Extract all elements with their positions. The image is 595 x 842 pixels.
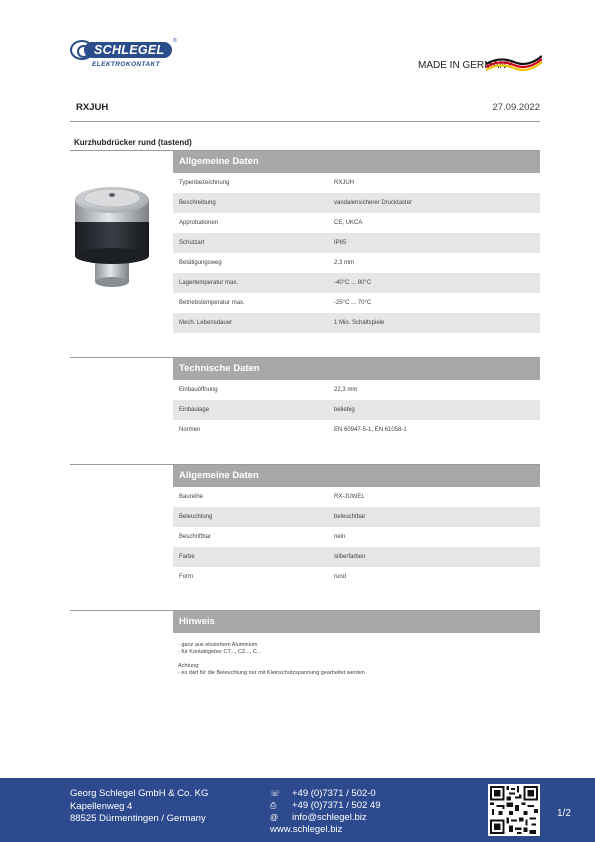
table-row: [173, 380, 540, 400]
table-row: [173, 213, 540, 233]
section-header: Allgemeine Daten: [173, 465, 540, 487]
contact-info: [270, 788, 380, 836]
phone-icon: ☏: [270, 789, 281, 798]
document-date: 27.09.2022: [492, 102, 540, 113]
row-value: 22,3 mm: [334, 387, 358, 393]
qr-code-icon[interactable]: [488, 784, 540, 836]
logo-subline: ELEKTROKONTAKT: [92, 61, 160, 68]
table-row: [173, 420, 540, 440]
row-value: -40°C ... 80°C: [334, 280, 372, 286]
row-label: Schutzart: [179, 240, 205, 246]
table-row: [173, 507, 540, 527]
company-name: Georg Schlegel GmbH & Co. KG: [70, 788, 209, 799]
note-line: Achtung:: [178, 663, 200, 669]
row-label: Approbationen: [179, 220, 219, 226]
row-value: rund: [334, 574, 347, 580]
table-row: [173, 253, 540, 273]
phone-number[interactable]: +49 (0)7371 / 502-0: [292, 788, 376, 799]
page-number: 1/2: [557, 808, 571, 819]
web-line: [270, 824, 380, 836]
logo-wordmark: SCHLEGEL: [84, 42, 172, 58]
row-label: Form: [179, 574, 193, 580]
row-value: RXJUH: [334, 180, 355, 186]
row-value: 2,3 mm: [334, 260, 355, 266]
fax-number: +49 (0)7371 / 502 49: [292, 800, 381, 811]
table-row: [173, 400, 540, 420]
table-row: [173, 233, 540, 253]
row-label: Typenbezeichnung: [179, 180, 230, 186]
fax-icon: ⎙: [270, 801, 277, 810]
row-label: Einbauöffnung: [179, 387, 218, 393]
row-label: Normen: [179, 427, 201, 433]
section-header: Allgemeine Daten: [173, 151, 540, 173]
company-address: [70, 788, 208, 826]
fax-line: [270, 800, 380, 812]
phone-line: [270, 788, 380, 800]
row-value: silberfarben: [334, 554, 366, 560]
made-in-germany: MADE IN GERMANY: [418, 60, 514, 71]
row-value: 1 Mio. Schaltspiele: [334, 320, 385, 326]
row-value: beliebig: [334, 407, 355, 413]
table-row: [173, 487, 540, 507]
row-label: Betätigungsweg: [179, 260, 222, 266]
section-notes: [173, 611, 540, 633]
street: Kapellenweg 4: [70, 800, 133, 812]
row-value: IP65: [334, 240, 347, 246]
table-row: [173, 273, 540, 293]
row-value: CE, UKCA: [334, 220, 363, 226]
note-line: - es darf für die Beleuchtung nur mit Kleinschutzspannung gearbeitet werden: [178, 670, 365, 676]
web-link[interactable]: www.schlegel.biz: [270, 824, 343, 835]
row-label: Betriebstemperatur max.: [179, 300, 245, 306]
logo-registered-mark: ®: [173, 38, 177, 44]
note-line: - für Kontaktgeber CT..., CZ..., C...: [178, 649, 262, 655]
table-row: [173, 313, 540, 333]
section-header: Hinweis: [173, 611, 540, 633]
row-label: Mech. Lebensdauer: [179, 320, 233, 326]
row-value: -25°C ... 70°C: [334, 300, 372, 306]
section-header: Technische Daten: [173, 358, 540, 380]
row-value: RX-JUWEL: [334, 494, 365, 500]
table-row: [173, 567, 540, 587]
row-label: Beleuchtung: [179, 514, 213, 520]
section-general-data-2: [173, 465, 540, 587]
section-general-data: [173, 151, 540, 333]
row-label: Beschreibung: [179, 200, 216, 206]
table-row: [173, 547, 540, 567]
table-row: [173, 193, 540, 213]
table-row: [173, 293, 540, 313]
section-technical-data: [173, 358, 540, 440]
schlegel-logo: [70, 38, 180, 72]
notes-text: [178, 642, 538, 677]
email-link[interactable]: info@schlegel.biz: [292, 812, 367, 823]
table-row: [173, 527, 540, 547]
footer: [0, 778, 595, 842]
row-label: Farbe: [179, 554, 195, 560]
german-flag-wave-icon: [486, 52, 542, 74]
note-line: - ganz aus eloxiertem Aluminium: [178, 642, 258, 648]
row-value: EN 60947-5-1, EN 61058-1: [334, 427, 407, 433]
table-row: [173, 173, 540, 193]
email-line: [270, 812, 380, 824]
document-header: [70, 100, 540, 122]
at-icon: @: [270, 813, 279, 822]
row-value: nein: [334, 534, 346, 540]
city: 88525 Dürmentingen / Germany: [70, 813, 206, 824]
product-image: [68, 178, 160, 290]
row-label: Baureihe: [179, 494, 204, 500]
row-label: Einbaulage: [179, 407, 210, 413]
row-label: Lagertemperatur max.: [179, 280, 239, 286]
product-code: RXJUH: [76, 102, 109, 113]
row-label: Beschriftbar: [179, 534, 212, 540]
row-value: vandalensicherer Drucktaster: [334, 200, 413, 206]
row-value: beleuchtbar: [334, 514, 366, 520]
product-subtitle: Kurzhubdrücker rund (tastend): [74, 138, 192, 147]
